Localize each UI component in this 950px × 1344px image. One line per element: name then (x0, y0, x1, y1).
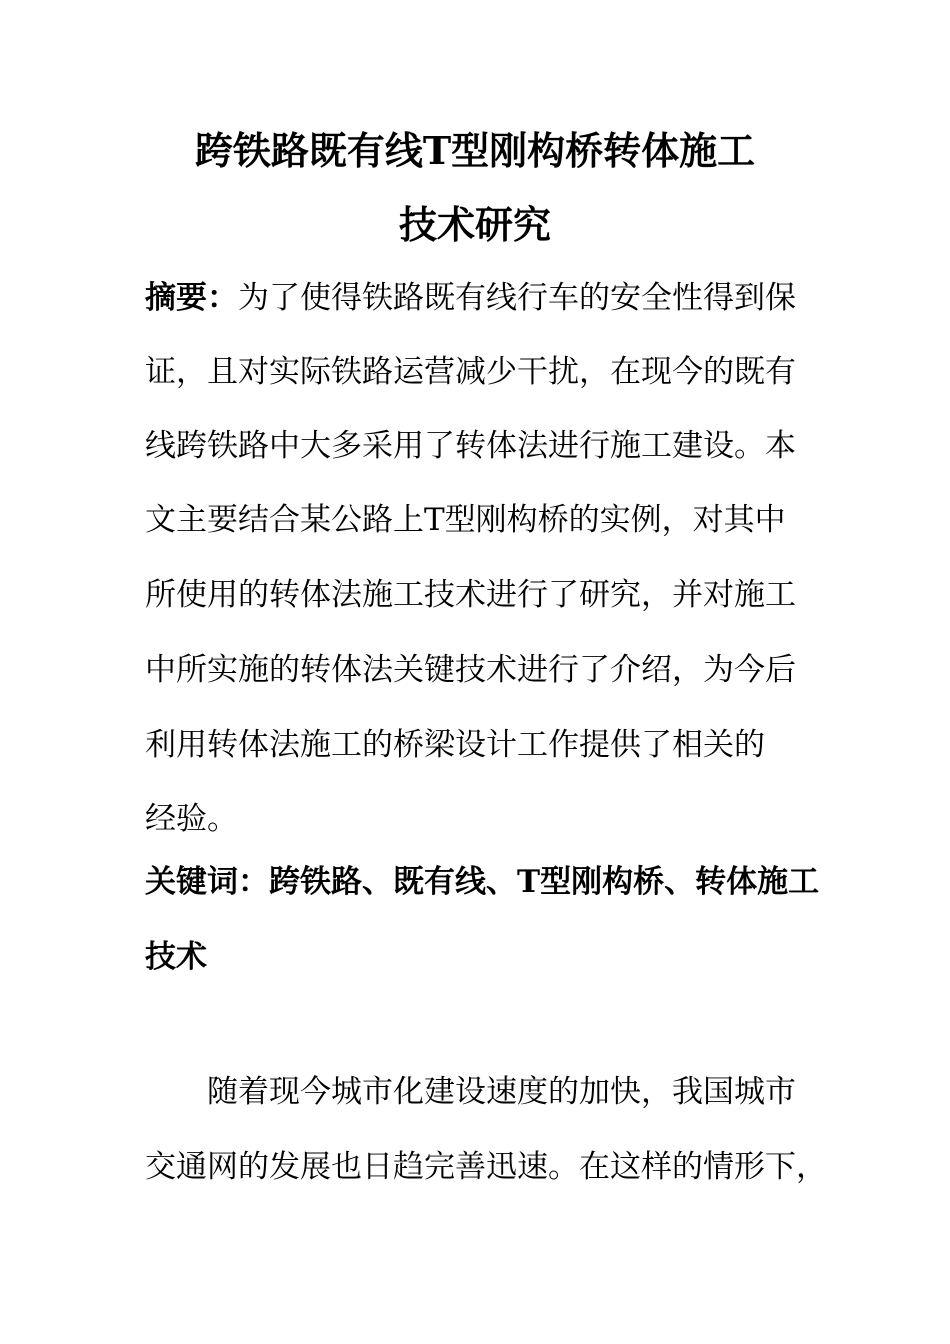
abstract-line-8: 经验。 (145, 801, 238, 837)
keywords-line-2: 技术 (145, 939, 207, 975)
abstract-line-6: 中所实施的转体法关键技术进行了介绍，为今后 (145, 652, 796, 688)
body-paragraph-line-1: 随着现今城市化建设速度的加快，我国城市 (207, 1074, 796, 1110)
title-line-1: 跨铁路既有线T型刚构桥转体施工 (194, 128, 756, 173)
title-line-2: 技术研究 (398, 202, 551, 247)
abstract-label: 摘要： (145, 280, 238, 316)
abstract-line-7: 利用转体法施工的桥梁设计工作提供了相关的 (145, 727, 765, 763)
abstract-line-3: 线跨铁路中大多采用了转体法进行施工建设。本 (145, 428, 796, 464)
keywords-line-1 (145, 862, 825, 902)
abstract-line-1 (145, 278, 825, 318)
abstract-line-2: 证，且对实际铁路运营减少干扰，在现今的既有 (145, 354, 796, 390)
abstract-line-4: 文主要结合某公路上T型刚构桥的实例，对其中 (145, 502, 786, 538)
keywords-label: 关键词： (145, 864, 269, 900)
body-paragraph-line-2: 交通网的发展也日趋完善迅速。在这样的情形下， (145, 1149, 827, 1185)
abstract-text: 为了使得铁路既有线行车的安全性得到保 (238, 280, 796, 316)
abstract-line-5: 所使用的转体法施工技术进行了研究，并对施工 (145, 577, 796, 613)
keywords-text: 跨铁路、既有线、T型刚构桥、转体施工 (269, 864, 820, 900)
